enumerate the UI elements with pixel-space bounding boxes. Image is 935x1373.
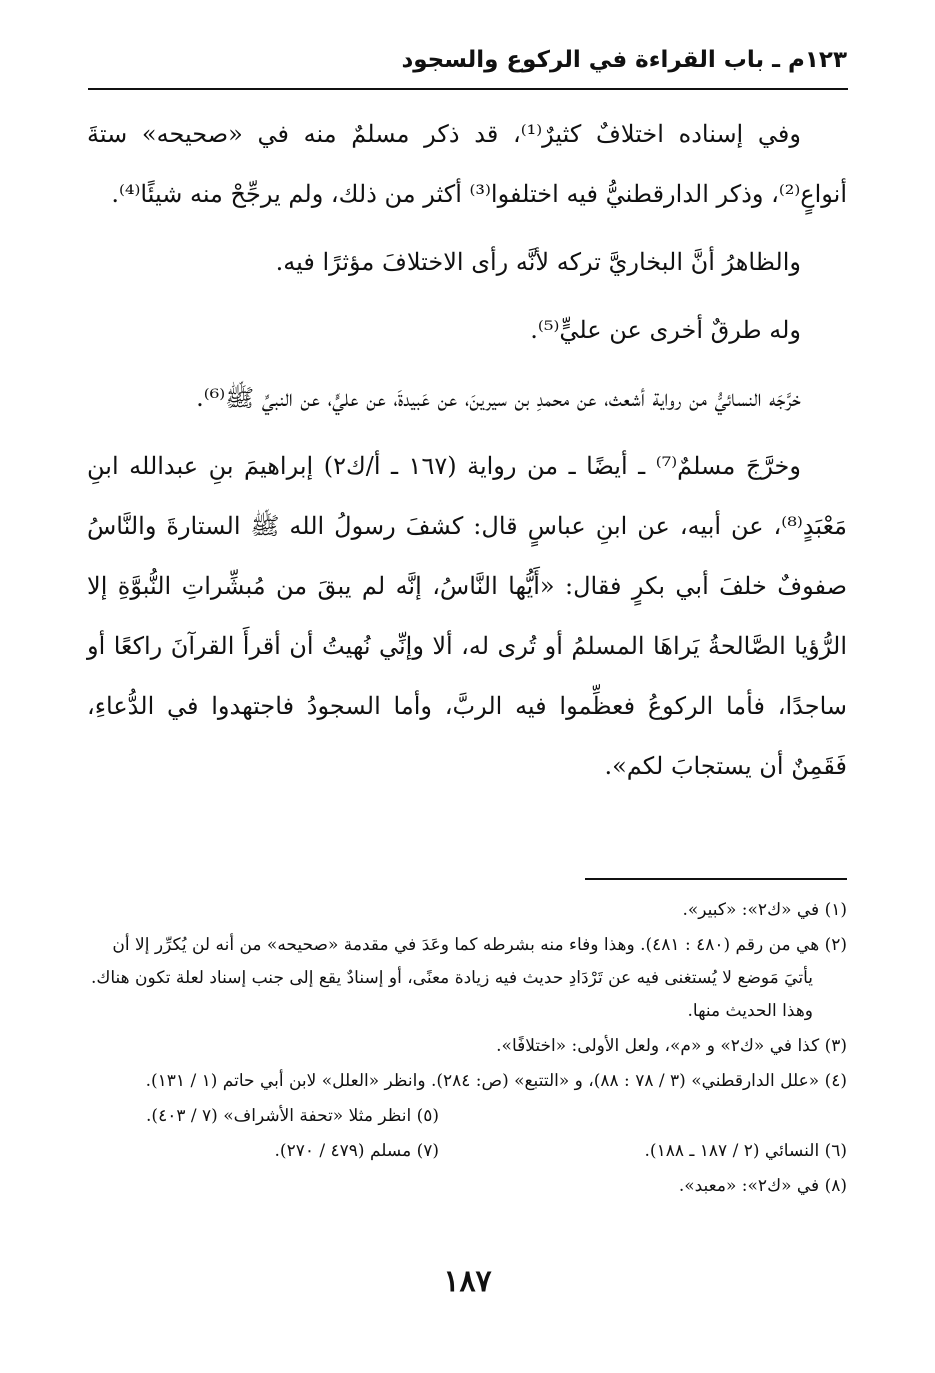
footnote-8: (٨) في «ك٢»: «معبد». bbox=[678, 1176, 847, 1196]
footnote-5: (٥) انظر مثلا «تحفة الأشراف» (٧ / ٤٠٣). bbox=[146, 1106, 439, 1126]
footnote-4: (٤) «علل الدارقطني» (٣ / ٧٨ : ٨٨)، و «التتبع» (ص: ٢٨٤). وانظر «العلل» لابن أبي حاتم (١ / ١٣١). bbox=[145, 1071, 847, 1091]
footnote-6: (٦) النسائي (٢ / ١٨٧ ـ ١٨٨). bbox=[644, 1141, 847, 1161]
paragraph-1: وفي إسناده اختلافٌ كثيرٌ⁽¹⁾، قد ذكر مسلمٌ منه في «صحيحه» ستةَ أنواعٍ⁽²⁾، وذكر الدارقطنيُّ فيه اختلفوا⁽³⁾ أكثر من ذلك، ولم يرجِّحْ منه شيئًا⁽⁴⁾. bbox=[87, 120, 847, 208]
footnote-2: (٢) هي من رقم (٤٨٠ : ٤٨١). وهذا وفاء منه بشرطه كما وعَدَ في مقدمة «صحيحه» من أنه لن يُكرِّر إلا أن يأتيَ مَوضع لا يُستغنى فيه عن تَرْدَادِ حديث فيه زيادة معنًى، أو إسنادٌ يقع إلى جنب إسناد لعلة تكون هناك. وهذا الحديث منها. bbox=[90, 935, 847, 1021]
paragraph-3: وله طرقٌ أخرى عن عليٍّ⁽⁵⁾. bbox=[530, 316, 801, 344]
footnote-row-6-7 bbox=[87, 1135, 847, 1168]
footnote-3: (٣) كذا في «ك٢» و «م»، ولعل الأولى: «اختلافًا». bbox=[496, 1036, 847, 1056]
header-rule bbox=[88, 88, 848, 90]
footnote-rule bbox=[585, 878, 847, 880]
running-head: ١٢٣م ـ باب القراءة في الركوع والسجود bbox=[401, 47, 847, 73]
footnote-1: (١) في «ك٢»: «كبير». bbox=[682, 900, 847, 920]
page-number: ١٨٧ bbox=[443, 1264, 492, 1299]
footnote-row-5 bbox=[87, 1100, 847, 1133]
paragraph-5: وخرَّجَ مسلمٌ⁽⁷⁾ ـ أيضًا ـ من رواية (١٦٧ ـ أ/ك٢) إبراهيمَ بنِ عبدالله ابنِ مَعْبَدٍ⁽⁸⁾، عن أبيه، عن ابنِ عباسٍ قال: كشفَ رسولُ الله ﷺ الستارةَ والنَّاسُ صفوفٌ خلفَ أبي بكرٍ فقال: «أَيُّها النَّاسُ، إنَّه لم يبقَ من مُبشِّراتِ النُّبوَّةِ إلا الرُّؤيا الصَّالحةُ يَراهَا المسلمُ أو تُرى له، ألا وإنِّي نُهيتُ أن أقرأَ القرآنَ راكعًا أو ساجدًا، فأما الركوعُ فعظِّموا فيه الربَّ، وأما السجودُ فاجتهدوا في الدُّعاءِ، فَقَمِنٌ أن يستجابَ لكم». bbox=[87, 452, 847, 780]
footnotes bbox=[87, 894, 847, 1205]
footnote-7: (٧) مسلم (٤٧٩ / ٢٧٠). bbox=[274, 1141, 439, 1161]
paragraph-4: خرَّجَه النسائيُّ من رواية أشعث، عن محمدِ بن سيرينَ، عن عَبيدةَ، عن عليٍّ، عن النبيِّ ﷺ⁽⁶⁾. bbox=[196, 384, 801, 412]
paragraph-2: والظاهرُ أنَّ البخاريَّ تركه لأنَّه رأى الاختلافَ مؤثرًا فيه. bbox=[275, 248, 801, 276]
main-text bbox=[87, 104, 847, 804]
